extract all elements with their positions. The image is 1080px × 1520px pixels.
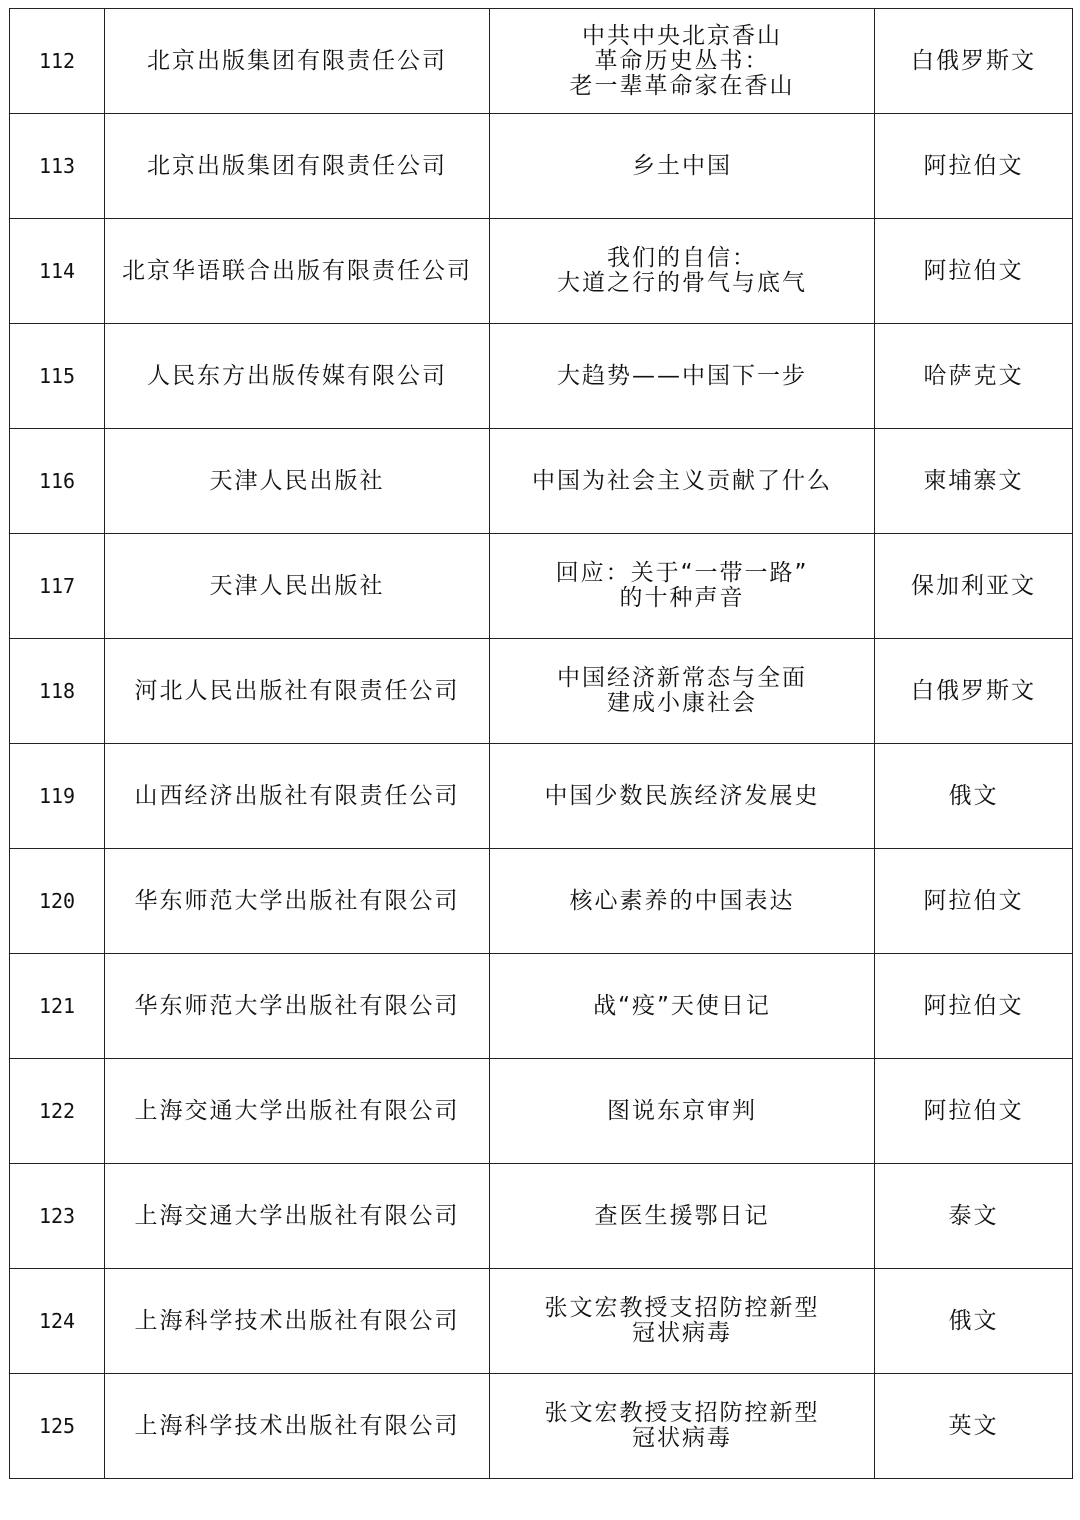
book-title-line: 冠状病毒 (632, 1320, 732, 1346)
language-cell: 阿拉伯文 (875, 1059, 1073, 1164)
publisher-cell: 天津人民出版社 (105, 534, 490, 639)
publisher-cell: 上海交通大学出版社有限公司 (105, 1059, 490, 1164)
row-number: 123 (10, 1164, 105, 1269)
book-title-line: 中国经济新常态与全面 (557, 665, 807, 691)
publisher-cell: 北京出版集团有限责任公司 (105, 114, 490, 219)
row-number: 120 (10, 849, 105, 954)
publisher-cell: 北京出版集团有限责任公司 (105, 9, 490, 114)
language-cell: 俄文 (875, 1269, 1073, 1374)
book-title-cell (490, 114, 875, 219)
book-title-line: 老一辈革命家在香山 (569, 72, 795, 99)
language-cell: 英文 (875, 1374, 1073, 1479)
book-title-line: 回应：关于“一带一路” (555, 560, 809, 586)
book-title-line: 张文宏教授支招防控新型 (544, 1400, 820, 1426)
row-number: 115 (10, 324, 105, 429)
language-cell: 泰文 (875, 1164, 1073, 1269)
book-title-line: 大道之行的骨气与底气 (557, 270, 807, 296)
table-row (10, 954, 1073, 1059)
language-cell: 保加利亚文 (875, 534, 1073, 639)
book-title-line: 核心素养的中国表达 (569, 887, 795, 914)
table-row (10, 744, 1073, 849)
table-row (10, 1269, 1073, 1374)
book-title-cell (490, 534, 875, 639)
book-title-cell (490, 219, 875, 324)
book-title-cell (490, 639, 875, 744)
row-number: 116 (10, 429, 105, 534)
book-title-cell (490, 954, 875, 1059)
book-title-line: 的十种声音 (619, 585, 745, 611)
table-row (10, 849, 1073, 954)
row-number: 112 (10, 9, 105, 114)
table-row (10, 1374, 1073, 1479)
book-title-cell (490, 1164, 875, 1269)
table-row (10, 324, 1073, 429)
book-title-line: 战“疫”天使日记 (593, 992, 771, 1019)
table-row (10, 9, 1073, 114)
row-number: 119 (10, 744, 105, 849)
row-number: 125 (10, 1374, 105, 1479)
table-row (10, 1059, 1073, 1164)
publisher-cell: 上海交通大学出版社有限公司 (105, 1164, 490, 1269)
publisher-cell: 河北人民出版社有限责任公司 (105, 639, 490, 744)
row-number: 121 (10, 954, 105, 1059)
row-number: 118 (10, 639, 105, 744)
language-cell: 柬埔寨文 (875, 429, 1073, 534)
publisher-cell: 上海科学技术出版社有限公司 (105, 1269, 490, 1374)
book-title-cell (490, 849, 875, 954)
language-cell: 白俄罗斯文 (875, 9, 1073, 114)
table-row (10, 219, 1073, 324)
table-row (10, 114, 1073, 219)
book-title-line: 查医生援鄂日记 (594, 1202, 770, 1229)
book-title-line: 我们的自信： (607, 245, 757, 271)
language-cell: 白俄罗斯文 (875, 639, 1073, 744)
language-cell: 哈萨克文 (875, 324, 1073, 429)
publisher-cell: 人民东方出版传媒有限公司 (105, 324, 490, 429)
table-row (10, 1164, 1073, 1269)
row-number: 117 (10, 534, 105, 639)
book-title-cell (490, 1269, 875, 1374)
language-cell: 阿拉伯文 (875, 849, 1073, 954)
table-row (10, 429, 1073, 534)
book-title-line: 张文宏教授支招防控新型 (544, 1295, 820, 1321)
book-title-line: 大趋势——中国下一步 (557, 362, 807, 389)
row-number: 122 (10, 1059, 105, 1164)
publisher-cell: 华东师范大学出版社有限公司 (105, 849, 490, 954)
row-number: 114 (10, 219, 105, 324)
book-title-line: 中共中央北京香山 (582, 22, 782, 49)
book-title-cell (490, 9, 875, 114)
language-cell: 阿拉伯文 (875, 114, 1073, 219)
book-title-line: 中国为社会主义贡献了什么 (532, 467, 832, 494)
table-body (10, 9, 1073, 1479)
book-title-line: 乡土中国 (632, 152, 732, 179)
book-title-cell (490, 1059, 875, 1164)
book-title-line: 革命历史丛书： (594, 47, 770, 74)
book-title-line: 建成小康社会 (607, 690, 757, 716)
book-title-cell (490, 1374, 875, 1479)
table-row (10, 639, 1073, 744)
publisher-cell: 天津人民出版社 (105, 429, 490, 534)
book-title-line: 冠状病毒 (632, 1425, 732, 1451)
table-row (10, 534, 1073, 639)
book-title-line: 中国少数民族经济发展史 (544, 782, 820, 809)
language-cell: 阿拉伯文 (875, 954, 1073, 1059)
publisher-cell: 华东师范大学出版社有限公司 (105, 954, 490, 1059)
row-number: 113 (10, 114, 105, 219)
publisher-cell: 北京华语联合出版有限责任公司 (105, 219, 490, 324)
book-title-cell (490, 429, 875, 534)
book-title-cell (490, 744, 875, 849)
row-number: 124 (10, 1269, 105, 1374)
book-title-line: 图说东京审判 (607, 1097, 757, 1124)
book-list-table (9, 8, 1073, 1479)
book-title-cell (490, 324, 875, 429)
publisher-cell: 上海科学技术出版社有限公司 (105, 1374, 490, 1479)
language-cell: 俄文 (875, 744, 1073, 849)
publisher-cell: 山西经济出版社有限责任公司 (105, 744, 490, 849)
language-cell: 阿拉伯文 (875, 219, 1073, 324)
